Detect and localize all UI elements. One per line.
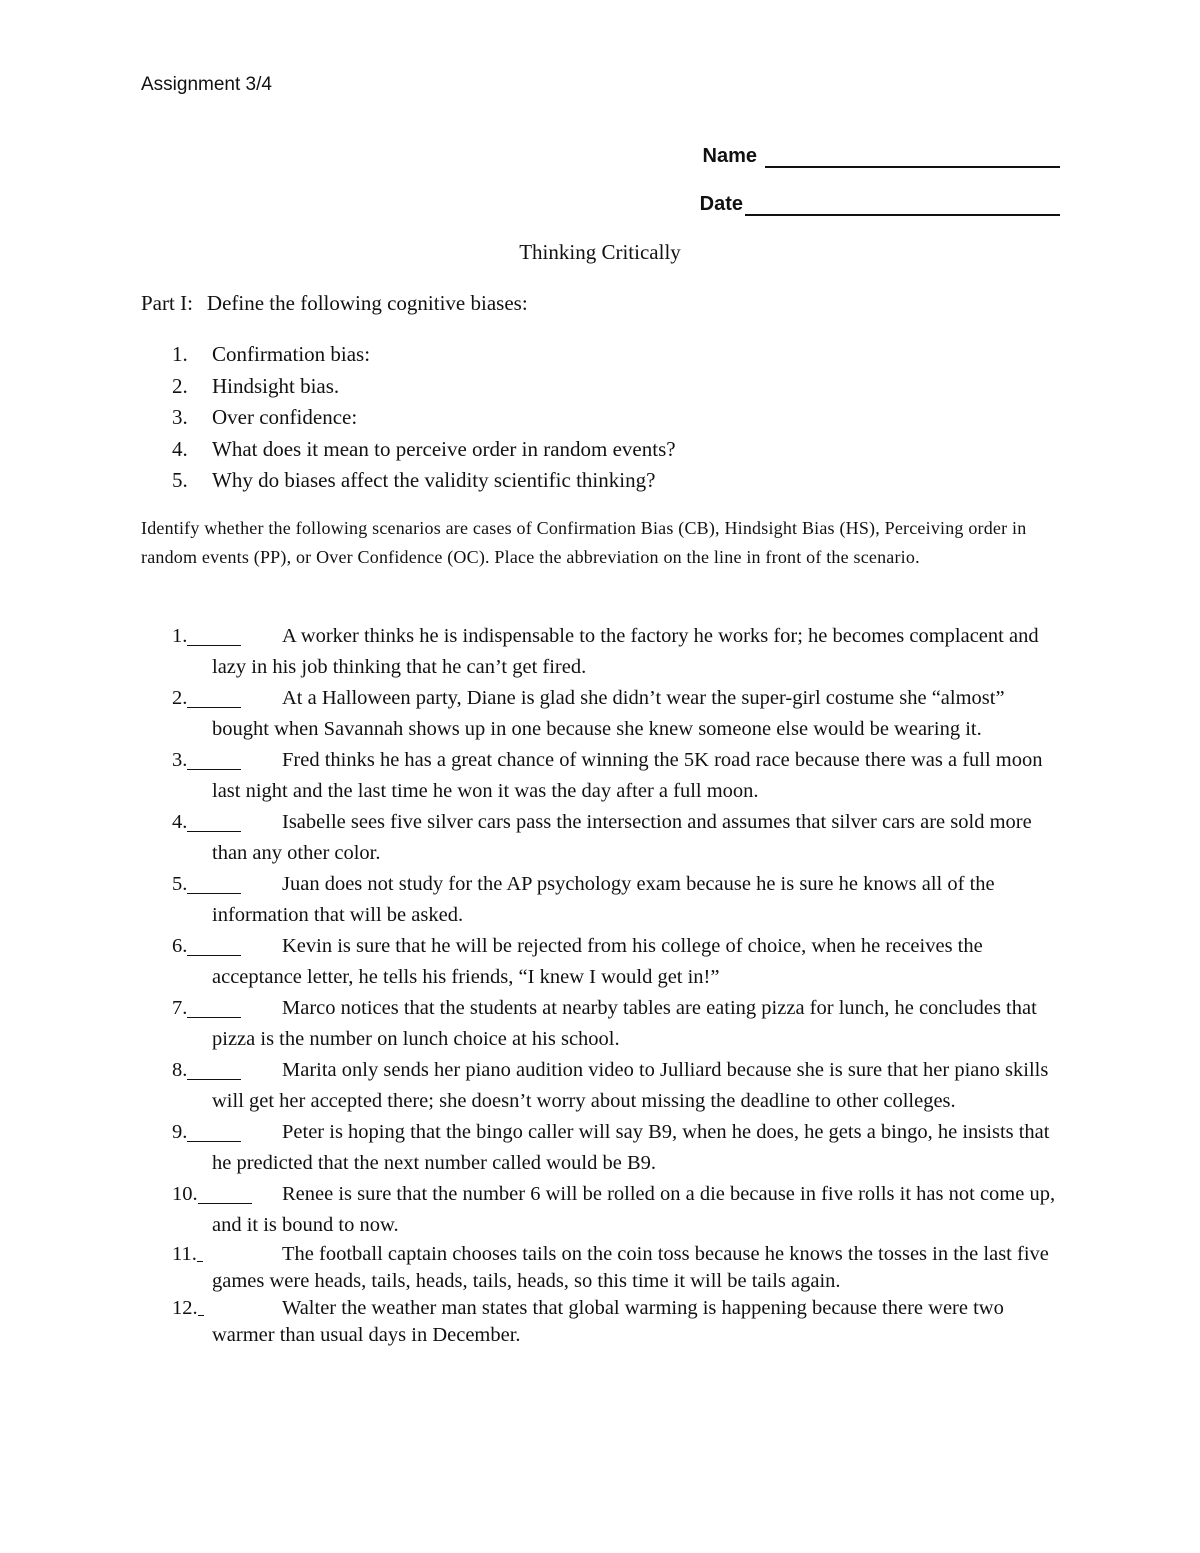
scenario-text: Marita only sends her piano audition video to Julliard because she is sure that her piano skills will get her accepted there; she doesn’t worry about missing the deadline to other colleges. (212, 1059, 1049, 1112)
answer-blank[interactable] (198, 1295, 204, 1316)
answer-blank[interactable] (187, 997, 241, 1018)
name-blank-line[interactable] (765, 146, 1060, 168)
scenario-text: The football captain chooses tails on the coin toss because he knows the tosses in the last five games were heads, tails, heads, tails, heads, so this time it will be tails again. (212, 1243, 1049, 1292)
part1-heading (141, 291, 528, 316)
scenario-text: Peter is hoping that the bingo caller will say B9, when he does, he gets a bingo, he insists that he predicted that the next number called would be B9. (212, 1121, 1050, 1174)
scenario-number: 4. (172, 811, 188, 833)
part1-prompt: Define the following cognitive biases: (206, 291, 528, 315)
scenario-item (172, 1179, 1062, 1241)
scenario-text: Isabelle sees five silver cars pass the intersection and assumes that silver cars are sold more than any other color. (212, 811, 1032, 864)
answer-blank[interactable] (187, 625, 241, 646)
item-number: 5. (172, 468, 188, 492)
definitions-list (172, 341, 676, 499)
scenario-text: Juan does not study for the AP psychology exam because he is sure he knows all of the information that will be asked. (212, 873, 995, 926)
scenario-text: At a Halloween party, Diane is glad she didn’t wear the super-girl costume she “almost” bought when Savannah shows up in one because she knew someone else would be wearing it. (212, 687, 1005, 740)
scenario-number: 11. (172, 1243, 197, 1265)
answer-blank[interactable] (198, 1183, 252, 1204)
list-item (172, 404, 676, 436)
answer-blank[interactable] (187, 811, 241, 832)
scenario-text: A worker thinks he is indispensable to the factory he works for; he becomes complacent and lazy in his job thinking that he can’t get fired. (212, 625, 1039, 678)
answer-blank[interactable] (187, 749, 241, 770)
list-item (172, 373, 676, 405)
item-number: 4. (172, 436, 188, 461)
date-blank-line[interactable] (745, 194, 1060, 216)
date-field (700, 193, 1060, 216)
date-label: Date (699, 193, 743, 215)
page-title: Thinking Critically (519, 240, 681, 264)
assignment-header: Assignment 3/4 (141, 74, 272, 95)
scenario-list (172, 621, 1062, 1349)
scenario-item (172, 1117, 1062, 1179)
scenario-number: 8. (172, 1059, 188, 1081)
list-item (172, 436, 676, 468)
scenario-number: 6. (172, 935, 188, 957)
scenario-text: Fred thinks he has a great chance of winning the 5K road race because there was a full moon last night and the last time he won it was the day after a full moon. (212, 749, 1043, 802)
scenario-text: Renee is sure that the number 6 will be rolled on a die because in five rolls it has not come up, and it is bound to now. (212, 1183, 1056, 1236)
scenario-number: 1. (172, 625, 188, 647)
item-text: What does it mean to perceive order in random events? (212, 436, 676, 461)
scenario-item (172, 807, 1062, 869)
answer-blank[interactable] (187, 873, 241, 894)
item-text: Why do biases affect the validity scientific thinking? (212, 468, 656, 492)
answer-blank[interactable] (187, 687, 241, 708)
scenario-number: 9. (172, 1121, 188, 1143)
scenario-number: 3. (172, 749, 188, 771)
scenario-text: Walter the weather man states that global warming is happening because there were two warmer than usual days in December. (212, 1297, 1004, 1346)
scenario-number: 2. (172, 687, 188, 709)
answer-blank[interactable] (187, 1121, 241, 1142)
scenario-text: Marco notices that the students at nearby tables are eating pizza for lunch, he concludes that pizza is the number on lunch choice at his school. (212, 997, 1037, 1050)
scenario-item (172, 1241, 1062, 1295)
scenario-item (172, 683, 1062, 745)
item-number: 2. (172, 373, 188, 398)
scenario-item (172, 1295, 1062, 1349)
scenario-item (172, 1055, 1062, 1117)
scenario-item (172, 621, 1062, 683)
instructions-text: Identify whether the following scenarios are cases of Confirmation Bias (CB), Hindsight Bias (HS), Perceiving order in random events (PP), or Over Confidence (OC). Place the abbreviation on the line in front of the scenario. (141, 518, 1027, 567)
scenario-number: 7. (172, 997, 188, 1019)
scenario-number: 12. (172, 1297, 198, 1319)
part1-label: Part I: (141, 291, 193, 315)
scenario-text: Kevin is sure that he will be rejected from his college of choice, when he receives the acceptance letter, he tells his friends, “I knew I would get in!” (212, 935, 983, 988)
scenario-item (172, 869, 1062, 931)
answer-blank[interactable] (187, 1059, 241, 1080)
item-text: Over confidence: (212, 405, 358, 429)
answer-blank[interactable] (187, 935, 241, 956)
item-number: 1. (172, 342, 188, 366)
item-number: 3. (172, 405, 188, 429)
list-item (172, 341, 676, 373)
item-text: Confirmation bias: (212, 342, 371, 366)
scenario-item (172, 993, 1062, 1055)
scenario-item (172, 745, 1062, 807)
scenario-number: 5. (172, 873, 188, 895)
list-item (172, 467, 676, 499)
item-text: Hindsight bias. (212, 373, 340, 398)
name-label: Name (702, 145, 757, 167)
name-field (703, 145, 1060, 168)
scenario-item (172, 931, 1062, 993)
scenario-number: 10. (172, 1183, 198, 1205)
answer-blank[interactable] (197, 1241, 203, 1262)
